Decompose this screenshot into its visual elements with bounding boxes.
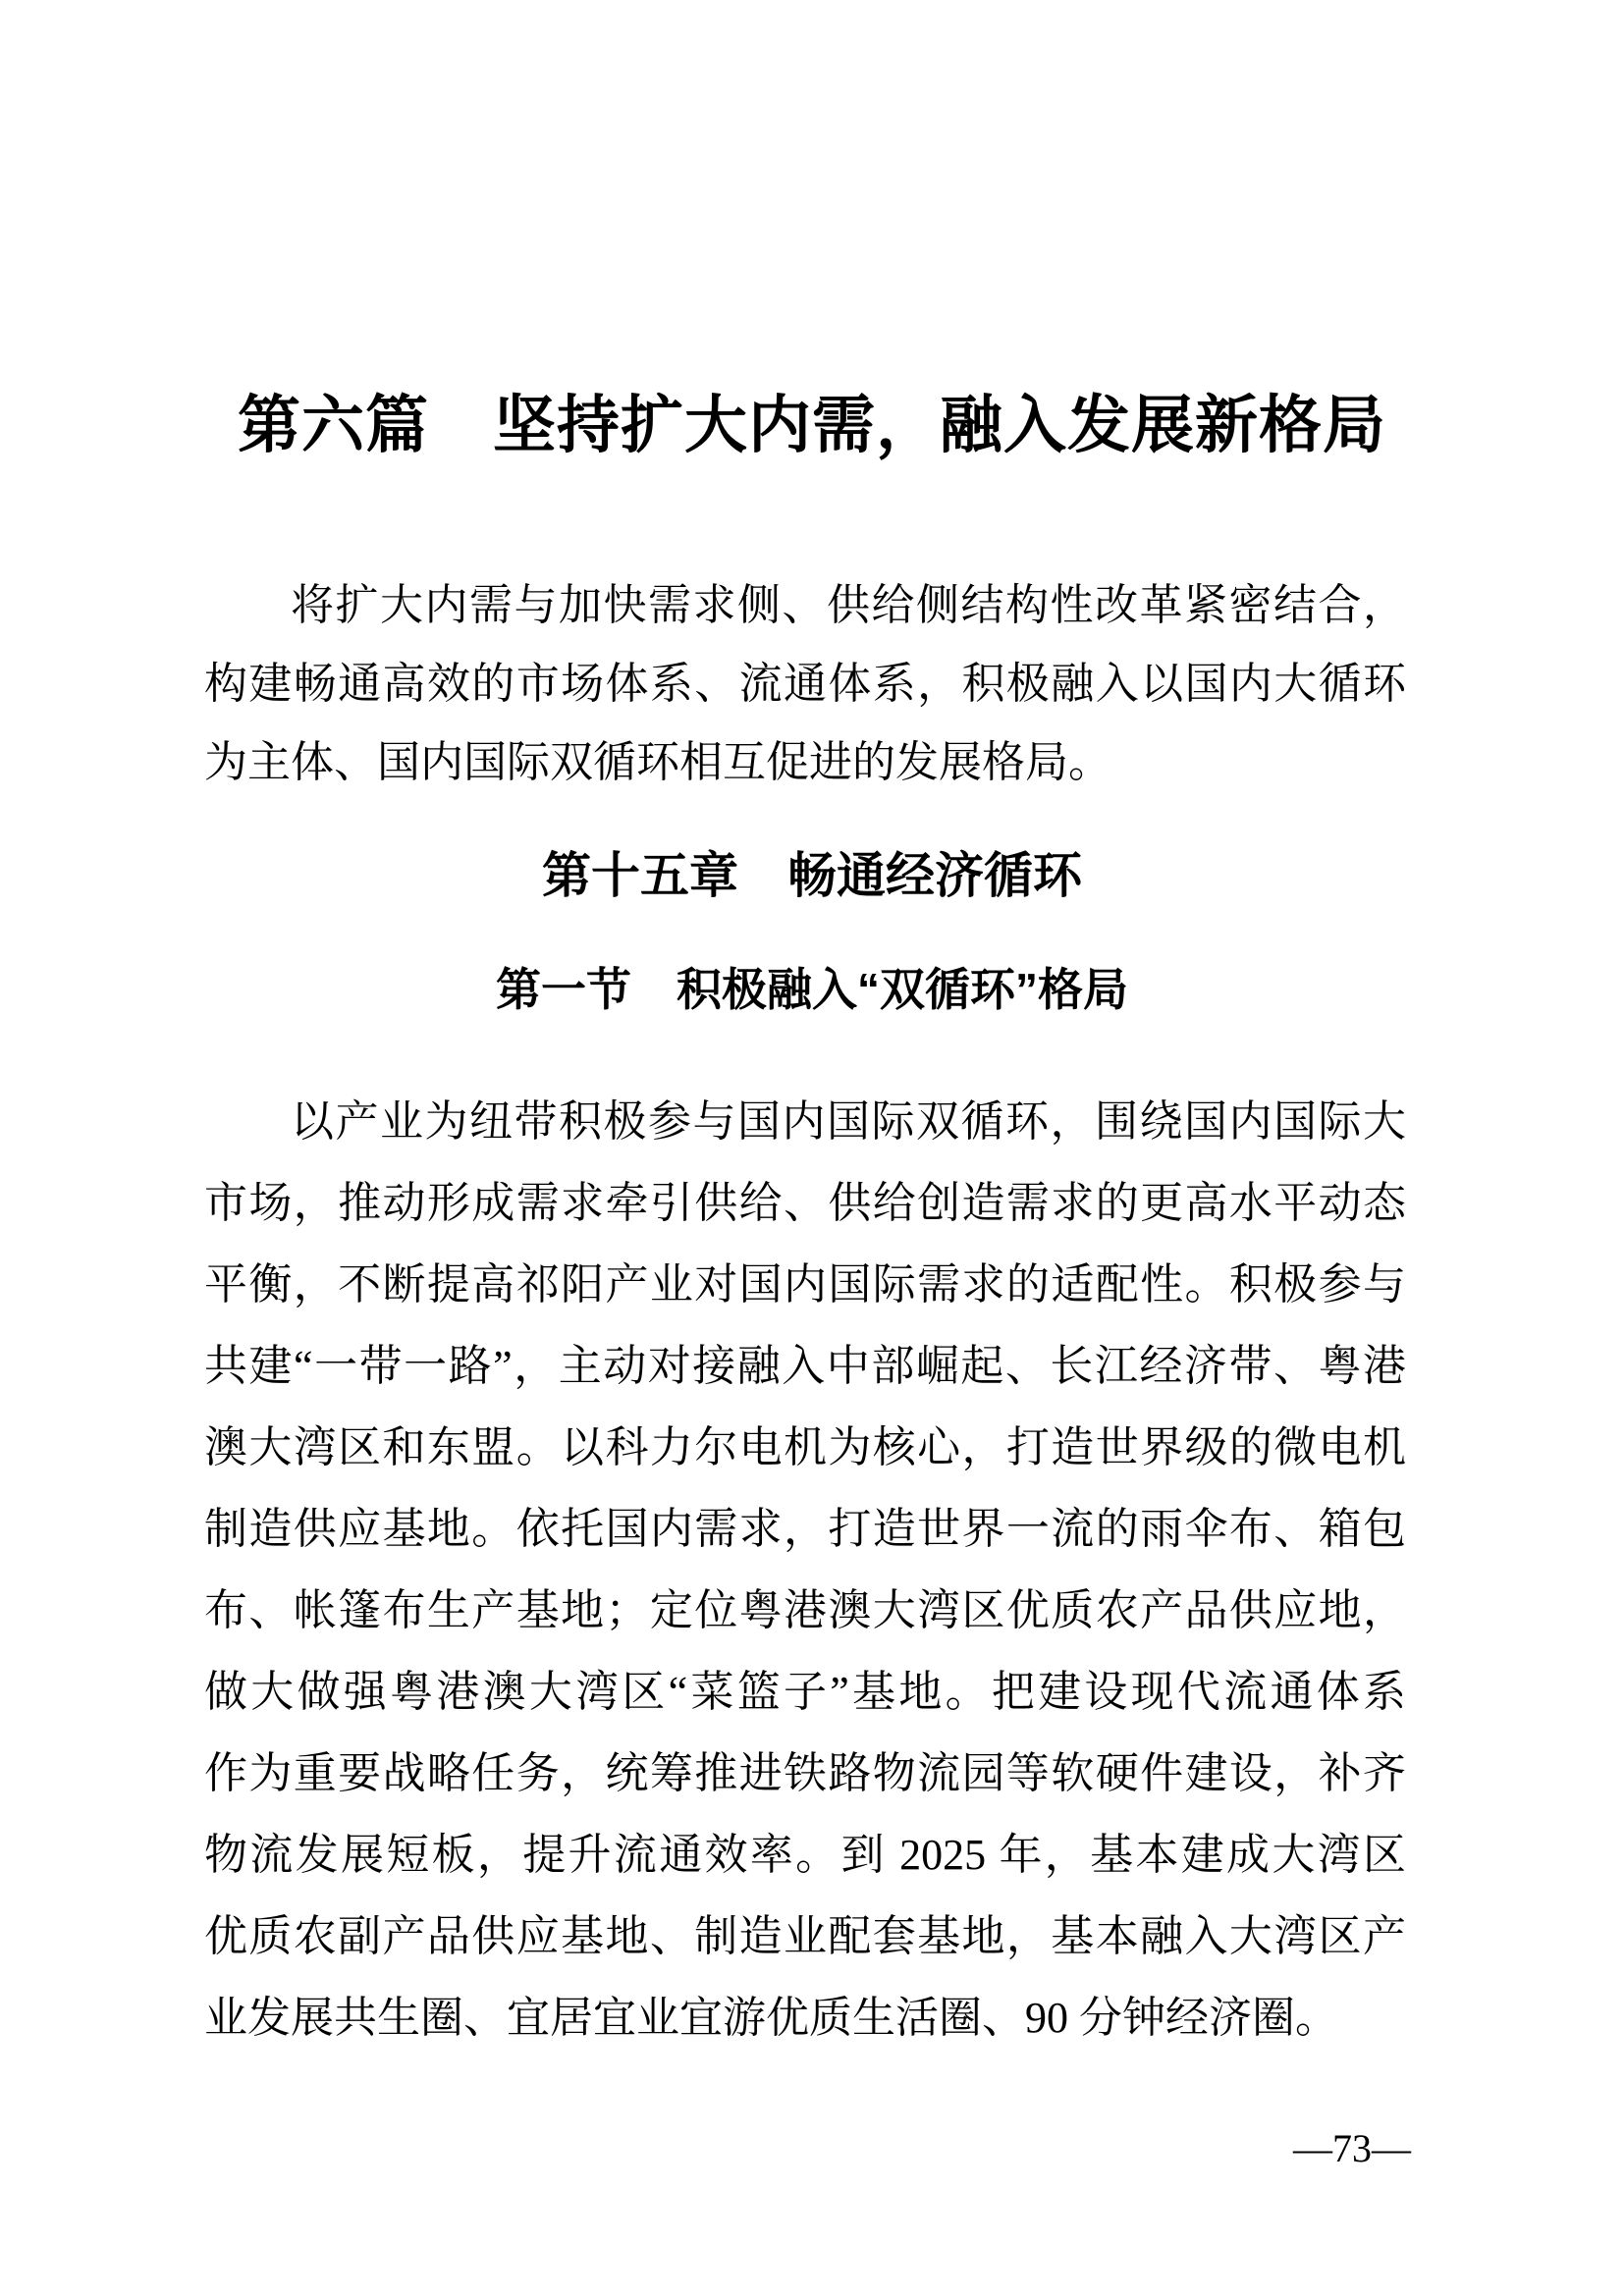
text-line: 物流发展短板，提升流通效率。到 2025 年，基本建成大湾区 (204, 1831, 1406, 1879)
text-line: 将扩大内需与加快需求侧、供给侧结构性改革紧密结合， (291, 581, 1406, 629)
chapter-heading: 第十五章 畅通经济循环 (542, 848, 1082, 903)
text-line: 业发展共生圈、宜居宜业宜游优质生活圈、90 分钟经济圈。 (204, 1994, 1338, 2042)
text-line: 做大做强粤港澳大湾区“菜篮子”基地。把建设现代流通体系 (204, 1668, 1406, 1716)
text-line: 布、帐篷布生产基地；定位粤港澳大湾区优质农产品供应地， (204, 1586, 1406, 1634)
text-line: 制造供应基地。依托国内需求，打造世界一流的雨伞布、箱包 (204, 1505, 1406, 1553)
text-line: 为主体、国内国际双循环相互促进的发展格局。 (204, 738, 1111, 786)
document-title: 第六篇 坚持扩大内需，融入发展新格局 (238, 391, 1386, 460)
text-line: 共建“一带一路”，主动对接融入中部崛起、长江经济带、粤港 (204, 1342, 1406, 1390)
section-heading: 第一节 积极融入“双循环”格局 (496, 964, 1128, 1015)
text-line: 优质农副产品供应基地、制造业配套基地，基本融入大湾区产 (204, 1912, 1406, 1960)
text-line: 作为重要战略任务，统筹推进铁路物流园等软硬件建设，补齐 (204, 1749, 1406, 1797)
text-line: 平衡，不断提高祁阳产业对国内国际需求的适配性。积极参与 (204, 1260, 1406, 1308)
intro-paragraph (204, 566, 1406, 802)
text-line: 以产业为纽带积极参与国内国际双循环，围绕国内国际大 (291, 1097, 1406, 1146)
text-line: 市场，推动形成需求牵引供给、供给创造需求的更高水平动态 (204, 1179, 1406, 1227)
body-paragraph (204, 1081, 1406, 2058)
text-line: 澳大湾区和东盟。以科力尔电机为核心，打造世界级的微电机 (204, 1423, 1406, 1471)
text-line: 构建畅通高效的市场体系、流通体系，积极融入以国内大循环 (204, 660, 1406, 708)
page-number: —73— (1293, 2126, 1411, 2170)
